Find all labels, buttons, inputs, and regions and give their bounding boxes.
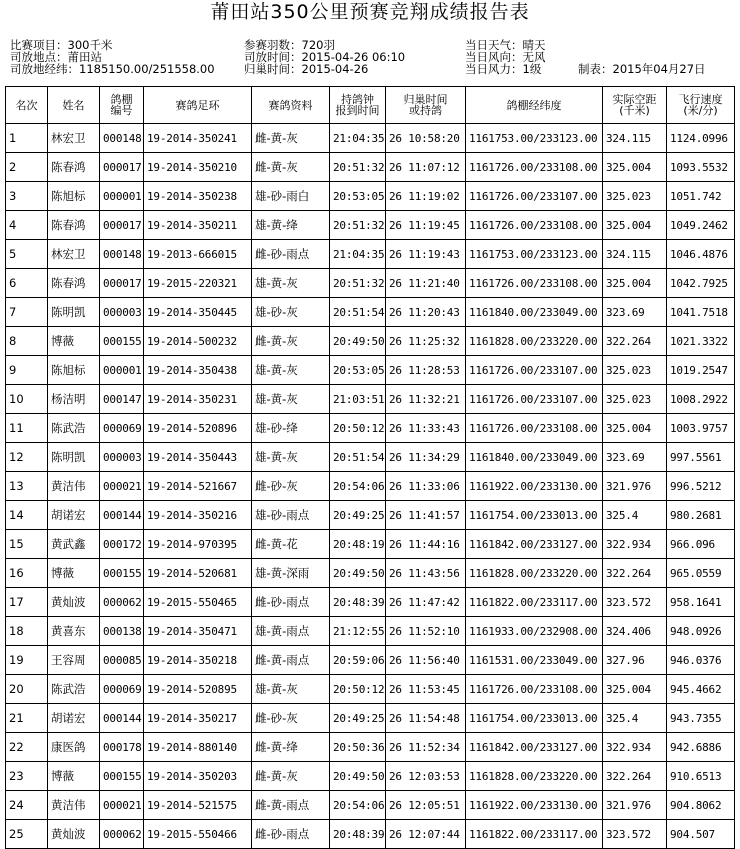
table-row — [6, 704, 735, 733]
cell-distance: 325.023 — [603, 385, 667, 414]
cell-speed: 1051.742 — [667, 182, 735, 211]
cell-rank: 3 — [6, 182, 48, 211]
cell-loft-id: 000069 — [100, 414, 144, 443]
cell-rank: 24 — [6, 791, 48, 820]
cell-loft-id: 000003 — [100, 298, 144, 327]
cell-coords: 1161753.00/233123.00 — [466, 124, 603, 153]
cell-coords: 1161822.00/233117.00 — [466, 820, 603, 849]
cell-loft-id: 000017 — [100, 269, 144, 298]
cell-pigeon-info: 雌-黄-灰 — [252, 124, 330, 153]
cell-coords: 1161842.00/233127.00 — [466, 530, 603, 559]
cell-name: 黄武鑫 — [48, 530, 100, 559]
cell-speed: 997.5561 — [667, 443, 735, 472]
cell-ring: 19-2014-520681 — [144, 559, 252, 588]
table-row — [6, 443, 735, 472]
table-row — [6, 675, 735, 704]
cell-rank: 6 — [6, 269, 48, 298]
made-on-info: 制表：2015年04月27日 — [578, 62, 706, 76]
cell-clock-time: 20:48:39 — [330, 588, 386, 617]
cell-coords: 1161726.00/233108.00 — [466, 675, 603, 704]
cell-coords: 1161753.00/233123.00 — [466, 240, 603, 269]
cell-speed: 1093.5532 — [667, 153, 735, 182]
table-row — [6, 124, 735, 153]
cell-distance: 325.004 — [603, 211, 667, 240]
cell-arrival-time: 26 11:47:42 — [386, 588, 466, 617]
cell-clock-time: 20:51:32 — [330, 153, 386, 182]
cell-distance: 322.264 — [603, 559, 667, 588]
cell-pigeon-info: 雄-黄-灰 — [252, 269, 330, 298]
cell-clock-time: 20:49:50 — [330, 559, 386, 588]
cell-speed: 948.0926 — [667, 617, 735, 646]
cell-distance: 327.96 — [603, 646, 667, 675]
cell-arrival-time: 26 11:28:53 — [386, 356, 466, 385]
cell-arrival-time: 26 11:07:12 — [386, 153, 466, 182]
event-info: 比赛项目：300千米 — [10, 38, 113, 52]
cell-ring: 19-2014-350231 — [144, 385, 252, 414]
return-date-info: 归巢时间：2015-04-26 — [244, 62, 369, 76]
cell-loft-id: 000085 — [100, 646, 144, 675]
cell-coords: 1161726.00/233108.00 — [466, 414, 603, 443]
cell-loft-id: 000148 — [100, 124, 144, 153]
cell-pigeon-info: 雄-黄-灰 — [252, 356, 330, 385]
table-row — [6, 617, 735, 646]
cell-loft-id: 000021 — [100, 472, 144, 501]
cell-distance: 325.004 — [603, 675, 667, 704]
cell-name: 博薇 — [48, 327, 100, 356]
cell-coords: 1161828.00/233220.00 — [466, 559, 603, 588]
cell-pigeon-info: 雌-黄-雨点 — [252, 791, 330, 820]
table-row — [6, 820, 735, 849]
table-row — [6, 791, 735, 820]
cell-distance: 325.4 — [603, 704, 667, 733]
weather-info: 当日天气：晴天 — [465, 38, 546, 52]
release-time-info: 司放时间：2015-04-26 06:10 — [244, 50, 406, 64]
cell-clock-time: 20:51:32 — [330, 211, 386, 240]
cell-coords: 1161933.00/232908.00 — [466, 617, 603, 646]
release-site-info: 司放地点：莆田站 — [10, 50, 102, 64]
cell-pigeon-info: 雌-砂-灰 — [252, 472, 330, 501]
cell-distance: 325.023 — [603, 356, 667, 385]
cell-coords: 1161840.00/233049.00 — [466, 443, 603, 472]
cell-rank: 11 — [6, 414, 48, 443]
table-row — [6, 559, 735, 588]
cell-distance: 323.69 — [603, 298, 667, 327]
cell-arrival-time: 26 11:25:32 — [386, 327, 466, 356]
cell-clock-time: 20:49:25 — [330, 704, 386, 733]
cell-name: 陈明凯 — [48, 443, 100, 472]
table-row — [6, 472, 735, 501]
cell-ring: 19-2014-521575 — [144, 791, 252, 820]
cell-clock-time: 20:48:19 — [330, 530, 386, 559]
cell-clock-time: 20:51:54 — [330, 298, 386, 327]
cell-ring: 19-2014-350445 — [144, 298, 252, 327]
cell-arrival-time: 26 11:44:16 — [386, 530, 466, 559]
cell-clock-time: 20:49:50 — [330, 327, 386, 356]
table-row — [6, 646, 735, 675]
cell-name: 林宏卫 — [48, 240, 100, 269]
cell-name: 陈春鸿 — [48, 153, 100, 182]
cell-ring: 19-2013-666015 — [144, 240, 252, 269]
cell-clock-time: 20:50:36 — [330, 733, 386, 762]
cell-clock-time: 21:04:35 — [330, 124, 386, 153]
cell-loft-id: 000178 — [100, 733, 144, 762]
cell-clock-time: 20:50:12 — [330, 675, 386, 704]
results-table — [5, 86, 735, 849]
cell-arrival-time: 26 11:53:45 — [386, 675, 466, 704]
cell-arrival-time: 26 12:07:44 — [386, 820, 466, 849]
cell-coords: 1161842.00/233127.00 — [466, 733, 603, 762]
pigeon-count-info: 参赛羽数：720羽 — [244, 38, 335, 52]
cell-speed: 1008.2922 — [667, 385, 735, 414]
cell-distance: 322.934 — [603, 530, 667, 559]
cell-speed: 1049.2462 — [667, 211, 735, 240]
cell-ring: 19-2014-350211 — [144, 211, 252, 240]
cell-ring: 19-2015-220321 — [144, 269, 252, 298]
cell-speed: 1041.7518 — [667, 298, 735, 327]
cell-pigeon-info: 雄-砂-灰 — [252, 298, 330, 327]
cell-loft-id: 000017 — [100, 211, 144, 240]
cell-name: 陈春鸿 — [48, 269, 100, 298]
cell-distance: 322.264 — [603, 327, 667, 356]
cell-rank: 2 — [6, 153, 48, 182]
table-row — [6, 269, 735, 298]
header-row — [6, 87, 735, 124]
cell-distance: 324.406 — [603, 617, 667, 646]
cell-rank: 10 — [6, 385, 48, 414]
cell-name: 王容周 — [48, 646, 100, 675]
table-row — [6, 385, 735, 414]
cell-loft-id: 000062 — [100, 820, 144, 849]
cell-coords: 1161726.00/233107.00 — [466, 385, 603, 414]
table-row — [6, 298, 735, 327]
cell-distance: 321.976 — [603, 791, 667, 820]
cell-distance: 325.023 — [603, 182, 667, 211]
cell-ring: 19-2014-520895 — [144, 675, 252, 704]
cell-arrival-time: 26 11:32:21 — [386, 385, 466, 414]
cell-loft-id: 000148 — [100, 240, 144, 269]
header-pigeon-info: 赛鸽资料 — [252, 87, 330, 124]
cell-distance: 325.4 — [603, 501, 667, 530]
table-row — [6, 733, 735, 762]
cell-coords: 1161840.00/233049.00 — [466, 298, 603, 327]
cell-pigeon-info: 雄-黄-灰 — [252, 443, 330, 472]
cell-clock-time: 20:48:39 — [330, 820, 386, 849]
header-name: 姓名 — [48, 87, 100, 124]
cell-ring: 19-2014-350238 — [144, 182, 252, 211]
cell-ring: 19-2014-350471 — [144, 617, 252, 646]
cell-speed: 1003.9757 — [667, 414, 735, 443]
cell-clock-time: 20:49:25 — [330, 501, 386, 530]
cell-distance: 323.572 — [603, 588, 667, 617]
cell-pigeon-info: 雌-砂-雨点 — [252, 240, 330, 269]
cell-pigeon-info: 雌-黄-绛 — [252, 733, 330, 762]
cell-pigeon-info: 雌-黄-花 — [252, 530, 330, 559]
cell-pigeon-info: 雌-黄-灰 — [252, 762, 330, 791]
cell-ring: 19-2015-550465 — [144, 588, 252, 617]
cell-arrival-time: 26 11:19:02 — [386, 182, 466, 211]
cell-rank: 4 — [6, 211, 48, 240]
cell-speed: 958.1641 — [667, 588, 735, 617]
header-distance: 实际空距 (千米) — [603, 87, 667, 124]
cell-clock-time: 21:03:51 — [330, 385, 386, 414]
cell-rank: 23 — [6, 762, 48, 791]
table-row — [6, 501, 735, 530]
cell-ring: 19-2014-350218 — [144, 646, 252, 675]
cell-loft-id: 000155 — [100, 762, 144, 791]
cell-clock-time: 20:59:06 — [330, 646, 386, 675]
cell-coords: 1161726.00/233108.00 — [466, 153, 603, 182]
cell-rank: 13 — [6, 472, 48, 501]
cell-speed: 946.0376 — [667, 646, 735, 675]
cell-arrival-time: 26 11:56:40 — [386, 646, 466, 675]
cell-name: 博薇 — [48, 559, 100, 588]
cell-rank: 22 — [6, 733, 48, 762]
cell-distance: 325.004 — [603, 414, 667, 443]
cell-name: 黄灿波 — [48, 588, 100, 617]
cell-coords: 1161726.00/233107.00 — [466, 356, 603, 385]
cell-pigeon-info: 雌-黄-灰 — [252, 153, 330, 182]
cell-arrival-time: 26 12:03:53 — [386, 762, 466, 791]
cell-loft-id: 000144 — [100, 501, 144, 530]
cell-rank: 5 — [6, 240, 48, 269]
cell-ring: 19-2014-350210 — [144, 153, 252, 182]
cell-name: 康医鸽 — [48, 733, 100, 762]
cell-clock-time: 20:49:50 — [330, 762, 386, 791]
table-row — [6, 762, 735, 791]
cell-name: 陈旭标 — [48, 356, 100, 385]
cell-speed: 996.5212 — [667, 472, 735, 501]
cell-speed: 966.096 — [667, 530, 735, 559]
cell-loft-id: 000003 — [100, 443, 144, 472]
cell-ring: 19-2014-350217 — [144, 704, 252, 733]
cell-pigeon-info: 雄-砂-雨白 — [252, 182, 330, 211]
cell-loft-id: 000155 — [100, 559, 144, 588]
cell-ring: 19-2014-350216 — [144, 501, 252, 530]
cell-rank: 15 — [6, 530, 48, 559]
cell-clock-time: 21:04:35 — [330, 240, 386, 269]
cell-pigeon-info: 雌-砂-雨点 — [252, 820, 330, 849]
cell-pigeon-info: 雄-黄-深雨 — [252, 559, 330, 588]
cell-rank: 8 — [6, 327, 48, 356]
cell-pigeon-info: 雄-黄-灰 — [252, 675, 330, 704]
cell-rank: 20 — [6, 675, 48, 704]
cell-arrival-time: 26 11:33:06 — [386, 472, 466, 501]
cell-arrival-time: 26 11:20:43 — [386, 298, 466, 327]
header-speed: 飞行速度 (米/分) — [667, 87, 735, 124]
table-row — [6, 240, 735, 269]
cell-ring: 19-2014-520896 — [144, 414, 252, 443]
cell-speed: 1021.3322 — [667, 327, 735, 356]
cell-arrival-time: 26 11:52:34 — [386, 733, 466, 762]
cell-coords: 1161922.00/233130.00 — [466, 791, 603, 820]
cell-clock-time: 20:53:05 — [330, 182, 386, 211]
cell-name: 黄洁伟 — [48, 791, 100, 820]
cell-coords: 1161726.00/233108.00 — [466, 269, 603, 298]
cell-loft-id: 000001 — [100, 356, 144, 385]
cell-speed: 1019.2547 — [667, 356, 735, 385]
cell-clock-time: 20:54:06 — [330, 472, 386, 501]
cell-clock-time: 21:12:55 — [330, 617, 386, 646]
cell-distance: 322.934 — [603, 733, 667, 762]
cell-distance: 325.004 — [603, 269, 667, 298]
cell-pigeon-info: 雄-黄-灰 — [252, 385, 330, 414]
cell-pigeon-info: 雌-黄-灰 — [252, 327, 330, 356]
cell-arrival-time: 26 11:21:40 — [386, 269, 466, 298]
cell-coords: 1161754.00/233013.00 — [466, 501, 603, 530]
cell-loft-id: 000147 — [100, 385, 144, 414]
cell-rank: 17 — [6, 588, 48, 617]
header-ring: 赛鸽足环 — [144, 87, 252, 124]
table-row — [6, 182, 735, 211]
cell-speed: 904.8062 — [667, 791, 735, 820]
cell-ring: 19-2014-350438 — [144, 356, 252, 385]
cell-coords: 1161726.00/233108.00 — [466, 211, 603, 240]
cell-pigeon-info: 雌-黄-雨点 — [252, 646, 330, 675]
cell-speed: 942.6886 — [667, 733, 735, 762]
cell-speed: 965.0559 — [667, 559, 735, 588]
cell-arrival-time: 26 11:19:45 — [386, 211, 466, 240]
cell-pigeon-info: 雄-黄-雨点 — [252, 617, 330, 646]
cell-coords: 1161726.00/233107.00 — [466, 182, 603, 211]
cell-arrival-time: 26 11:43:56 — [386, 559, 466, 588]
cell-pigeon-info: 雄-黄-绛 — [252, 211, 330, 240]
cell-arrival-time: 26 11:52:10 — [386, 617, 466, 646]
cell-rank: 16 — [6, 559, 48, 588]
cell-clock-time: 20:51:32 — [330, 269, 386, 298]
cell-loft-id: 000172 — [100, 530, 144, 559]
cell-clock-time: 20:51:54 — [330, 443, 386, 472]
cell-name: 胡诺宏 — [48, 501, 100, 530]
cell-pigeon-info: 雄-砂-雨点 — [252, 501, 330, 530]
cell-speed: 943.7355 — [667, 704, 735, 733]
cell-name: 陈旭标 — [48, 182, 100, 211]
cell-arrival-time: 26 11:19:43 — [386, 240, 466, 269]
cell-speed: 1124.0996 — [667, 124, 735, 153]
cell-arrival-time: 26 10:58:20 — [386, 124, 466, 153]
table-row — [6, 414, 735, 443]
cell-ring: 19-2014-970395 — [144, 530, 252, 559]
cell-arrival-time: 26 11:54:48 — [386, 704, 466, 733]
table-row — [6, 588, 735, 617]
cell-rank: 7 — [6, 298, 48, 327]
cell-rank: 25 — [6, 820, 48, 849]
cell-distance: 325.004 — [603, 153, 667, 182]
cell-arrival-time: 26 11:34:29 — [386, 443, 466, 472]
cell-speed: 945.4662 — [667, 675, 735, 704]
cell-rank: 12 — [6, 443, 48, 472]
cell-distance: 324.115 — [603, 240, 667, 269]
cell-name: 陈明凯 — [48, 298, 100, 327]
table-row — [6, 530, 735, 559]
cell-clock-time: 20:50:12 — [330, 414, 386, 443]
cell-name: 陈春鸿 — [48, 211, 100, 240]
cell-coords: 1161828.00/233220.00 — [466, 762, 603, 791]
cell-rank: 19 — [6, 646, 48, 675]
table-row — [6, 153, 735, 182]
cell-distance: 322.264 — [603, 762, 667, 791]
cell-loft-id: 000155 — [100, 327, 144, 356]
cell-loft-id: 000138 — [100, 617, 144, 646]
cell-rank: 21 — [6, 704, 48, 733]
cell-coords: 1161531.00/233049.00 — [466, 646, 603, 675]
cell-speed: 910.6513 — [667, 762, 735, 791]
cell-speed: 1046.4876 — [667, 240, 735, 269]
table-row — [6, 327, 735, 356]
cell-speed: 1042.7925 — [667, 269, 735, 298]
wind-force-info: 当日风力：1级 — [465, 62, 542, 76]
cell-ring: 19-2015-550466 — [144, 820, 252, 849]
cell-name: 林宏卫 — [48, 124, 100, 153]
report-title: 莆田站350公里预赛竞翔成绩报告表 — [210, 1, 530, 23]
cell-pigeon-info: 雌-砂-灰 — [252, 704, 330, 733]
cell-ring: 19-2014-350203 — [144, 762, 252, 791]
cell-rank: 18 — [6, 617, 48, 646]
header-loft-id: 鸽棚 编号 — [100, 87, 144, 124]
cell-name: 黄灿波 — [48, 820, 100, 849]
cell-coords: 1161754.00/233013.00 — [466, 704, 603, 733]
cell-speed: 980.2681 — [667, 501, 735, 530]
cell-loft-id: 000001 — [100, 182, 144, 211]
table-row — [6, 211, 735, 240]
cell-pigeon-info: 雄-砂-绛 — [252, 414, 330, 443]
cell-loft-id: 000144 — [100, 704, 144, 733]
cell-loft-id: 000069 — [100, 675, 144, 704]
cell-clock-time: 20:53:05 — [330, 356, 386, 385]
cell-arrival-time: 26 11:33:43 — [386, 414, 466, 443]
cell-loft-id: 000021 — [100, 791, 144, 820]
cell-ring: 19-2014-350241 — [144, 124, 252, 153]
cell-pigeon-info: 雌-砂-雨点 — [252, 588, 330, 617]
cell-distance: 321.976 — [603, 472, 667, 501]
cell-arrival-time: 26 12:05:51 — [386, 791, 466, 820]
cell-rank: 9 — [6, 356, 48, 385]
cell-name: 黄喜东 — [48, 617, 100, 646]
cell-arrival-time: 26 11:41:57 — [386, 501, 466, 530]
header-arrival-time: 归巢时间 或持鸽 — [386, 87, 466, 124]
cell-loft-id: 000017 — [100, 153, 144, 182]
cell-distance: 323.69 — [603, 443, 667, 472]
release-coords-info: 司放地经纬：1185150.00/251558.00 — [10, 62, 215, 76]
header-clock-time: 持鸽钟 报到时间 — [330, 87, 386, 124]
cell-name: 黄洁伟 — [48, 472, 100, 501]
cell-loft-id: 000062 — [100, 588, 144, 617]
cell-rank: 14 — [6, 501, 48, 530]
header-coords: 鸽棚经纬度 — [466, 87, 603, 124]
cell-name: 陈武浩 — [48, 675, 100, 704]
header-rank: 名次 — [6, 87, 48, 124]
cell-ring: 19-2014-880140 — [144, 733, 252, 762]
cell-coords: 1161822.00/233117.00 — [466, 588, 603, 617]
cell-speed: 904.507 — [667, 820, 735, 849]
cell-name: 陈武浩 — [48, 414, 100, 443]
cell-ring: 19-2014-500232 — [144, 327, 252, 356]
cell-ring: 19-2014-521667 — [144, 472, 252, 501]
wind-direction-info: 当日风向：无风 — [465, 50, 546, 64]
cell-name: 博薇 — [48, 762, 100, 791]
cell-distance: 323.572 — [603, 820, 667, 849]
cell-rank: 1 — [6, 124, 48, 153]
cell-clock-time: 20:54:06 — [330, 791, 386, 820]
cell-coords: 1161828.00/233220.00 — [466, 327, 603, 356]
cell-ring: 19-2014-350443 — [144, 443, 252, 472]
cell-distance: 324.115 — [603, 124, 667, 153]
table-row — [6, 356, 735, 385]
cell-name: 杨洁明 — [48, 385, 100, 414]
cell-name: 胡诺宏 — [48, 704, 100, 733]
cell-coords: 1161922.00/233130.00 — [466, 472, 603, 501]
